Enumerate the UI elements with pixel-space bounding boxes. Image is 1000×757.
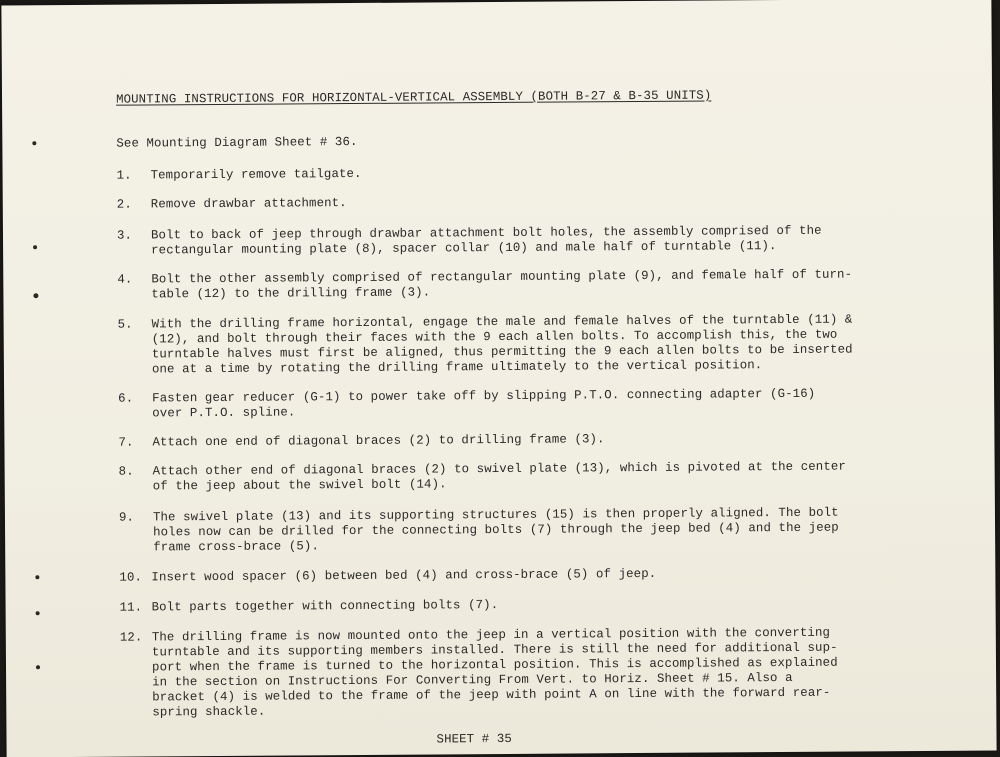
step-text: Bolt parts together with connecting bolts (7). — [151, 598, 499, 615]
binder-hole — [33, 293, 38, 298]
step-number: 8. — [118, 464, 134, 479]
intro-line: See Mounting Diagram Sheet # 36. — [116, 134, 358, 151]
step-item — [118, 430, 858, 450]
step-text: Bolt the other assembly comprised of rectangular mounting plate (9), and female half of turn- table (12) to the drilling frame (3). — [151, 267, 853, 302]
step-text: The drilling frame is now mounted onto the jeep in a vertical position with the converting turntable and its supporting members installed. There is still the need for additional sup- port when the frame is turned to the horizontal position. This is accomplished as explained in the section on Instructions For Converting From Vert. to Horiz. Sheet # 15. Also a bracket (4) is welded to the frame of the jeep with point A on line with the forward rear- spring shackle. — [151, 625, 838, 720]
step-item — [119, 459, 859, 494]
step-text: Bolt to back of jeep through drawbar attachment bolt holes, the assembly comprised of the rectangular mounting plate (8), spacer collar (10) and male half of turntable (11). — [150, 223, 822, 258]
step-item — [117, 267, 857, 302]
step-item — [117, 163, 857, 183]
step-item — [118, 312, 858, 377]
step-number: 7. — [118, 435, 134, 450]
step-text: Attach other end of diagonal braces (2) to swivel plate (13), which is pivoted at the center of the jeep about the swivel bolt (14). — [152, 459, 846, 494]
step-item — [117, 223, 857, 258]
step-item — [120, 625, 861, 720]
step-number: 6. — [118, 391, 134, 406]
step-number: 2. — [116, 197, 132, 212]
step-text: Insert wood spacer (6) between bed (4) and cross-brace (5) of jeep. — [151, 566, 657, 585]
step-number: 10. — [119, 570, 143, 585]
binder-hole — [36, 665, 40, 669]
step-text: Fasten gear reducer (G-1) to power take off by slipping P.T.O. connecting adapter (G-16) over P.T.O. spline. — [152, 386, 816, 421]
step-number: 3. — [116, 228, 133, 243]
step-item — [119, 565, 859, 585]
binder-hole — [35, 575, 39, 579]
page-title: MOUNTING INSTRUCTIONS FOR HORIZONTAL-VERTICAL ASSEMBLY (BOTH B-27 & B-35 UNITS) — [115, 88, 712, 107]
step-text: Attach one end of diagonal braces (2) to drilling frame (3). — [152, 432, 605, 450]
step-item — [117, 192, 857, 212]
step-text: Remove drawbar attachment. — [150, 196, 347, 212]
step-number: 5. — [117, 317, 133, 332]
step-item — [118, 386, 858, 421]
step-item — [120, 595, 860, 615]
step-number: 11. — [119, 600, 143, 615]
sheet-number: SHEET # 35 — [436, 731, 512, 747]
step-number: 1. — [116, 168, 132, 183]
document-page — [1, 0, 996, 757]
binder-hole — [32, 141, 36, 145]
step-number: 9. — [118, 510, 135, 525]
binder-hole — [33, 245, 37, 249]
step-text: Temporarily remove tailgate. — [150, 166, 362, 183]
step-number: 12. — [119, 630, 143, 645]
binder-hole — [36, 611, 40, 615]
step-number: 4. — [117, 272, 133, 287]
step-text: The swivel plate (13) and its supporting structures (15) is then properly aligned. The bolt holes now can be drilled for the connecting bolts (7) through the jeep bed (4) and the jeep frame cross-brace (5). — [152, 505, 839, 555]
step-item — [119, 505, 859, 555]
step-text: With the drilling frame horizontal, engage the male and female halves of the turntable (11) & (12), and bolt through their faces with the 9 each allen bolts. To accomplish this, the two turntable halves must first be aligned, thus permitting the 9 each allen bolts to be inserted one at a time by rotating the drilling frame ultimately to the vertical position. — [151, 312, 853, 377]
